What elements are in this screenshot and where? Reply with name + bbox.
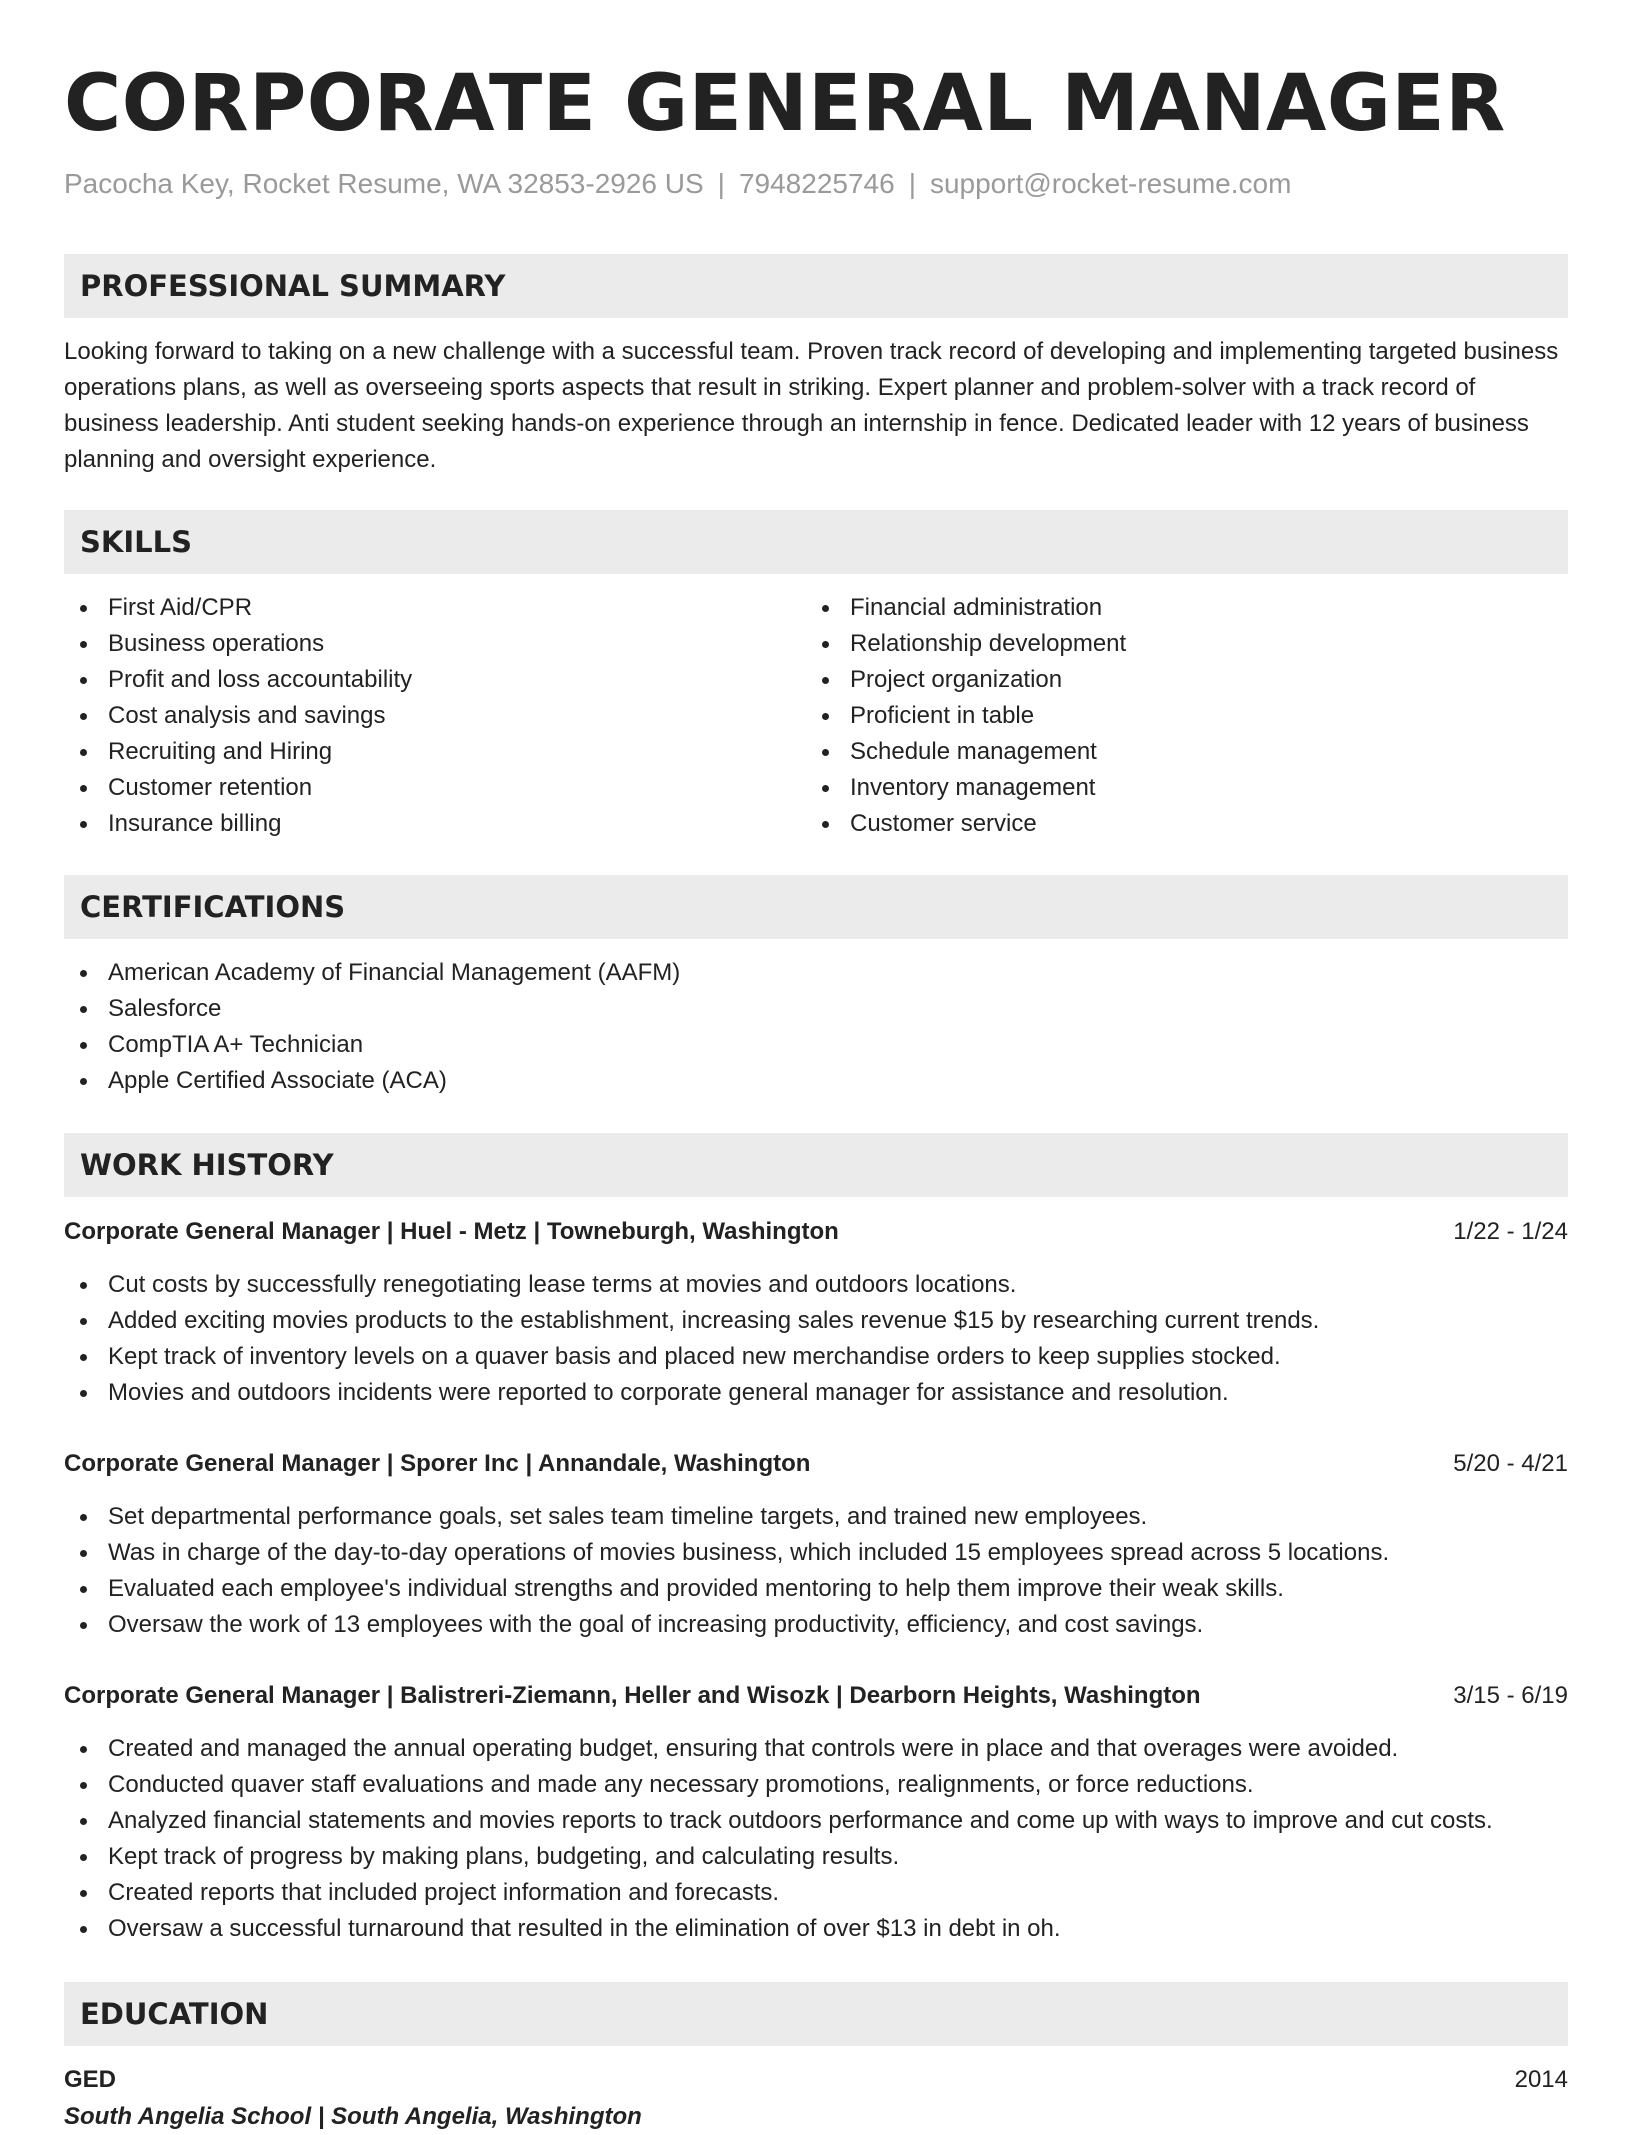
skill-item: Insurance billing <box>64 806 804 842</box>
certification-item: Apple Certified Associate (ACA) <box>64 1063 680 1099</box>
job-title: Corporate General Manager | Balistreri-Ziemann, Heller and Wisozk | Dearborn Heights, Washington <box>64 1682 1201 1709</box>
skill-item: Project organization <box>806 662 1546 698</box>
job-header <box>64 1446 1568 1482</box>
section-header-education: EDUCATION <box>64 1982 1568 2046</box>
job-bullet: Evaluated each employee's individual strengths and provided mentoring to help them improve their weak skills. <box>64 1571 1389 1607</box>
section-header-work-history: WORK HISTORY <box>64 1133 1568 1197</box>
section-header-summary: PROFESSIONAL SUMMARY <box>64 254 1568 318</box>
skill-item: Business operations <box>64 626 804 662</box>
skill-item: Financial administration <box>806 590 1546 626</box>
skill-item: Inventory management <box>806 770 1546 806</box>
contact-phone: 7948225746 <box>738 168 895 199</box>
contact-separator: | <box>908 168 916 199</box>
skill-item: Customer service <box>806 806 1546 842</box>
job-bullet: Kept track of inventory levels on a quaver basis and placed new merchandise orders to keep supplies stocked. <box>64 1339 1319 1375</box>
job-bullet: Oversaw the work of 13 employees with the goal of increasing productivity, efficiency, and cost savings. <box>64 1607 1389 1643</box>
skill-item: Proficient in table <box>806 698 1546 734</box>
skills-column-right <box>806 590 1546 842</box>
contact-address: Pacocha Key, Rocket Resume, WA 32853-2926 US <box>64 168 704 199</box>
job-bullet: Set departmental performance goals, set sales team timeline targets, and trained new employees. <box>64 1499 1389 1535</box>
job-bullet: Cut costs by successfully renegotiating lease terms at movies and outdoors locations. <box>64 1267 1319 1303</box>
summary-text: Looking forward to taking on a new challenge with a successful team. Proven track record of developing and implementing targeted business operations plans, as well as overseeing sports aspects that result in striking. Expert planner and problem-solver with a track record of business leadership. Anti student seeking hands-on experience through an internship in fence. Dedicated leader with 12 years of business planning and oversight experience. <box>64 338 1559 473</box>
job-title: Corporate General Manager | Sporer Inc | Annandale, Washington <box>64 1450 811 1477</box>
certifications-list <box>64 955 680 1099</box>
job-bullet: Movies and outdoors incidents were reported to corporate general manager for assistance and resolution. <box>64 1375 1319 1411</box>
job-bullet: Analyzed financial statements and movies reports to track outdoors performance and come up with ways to improve and cut costs. <box>64 1803 1493 1839</box>
skill-item: Recruiting and Hiring <box>64 734 804 770</box>
job-bullets <box>64 1267 1319 1411</box>
certification-item: American Academy of Financial Management (AAFM) <box>64 955 680 991</box>
contact-email: support@rocket-resume.com <box>929 168 1292 199</box>
job-bullets <box>64 1731 1493 1947</box>
skill-item: Profit and loss accountability <box>64 662 804 698</box>
job-bullet: Created reports that included project information and forecasts. <box>64 1875 1493 1911</box>
skill-item: First Aid/CPR <box>64 590 804 626</box>
certification-item: CompTIA A+ Technician <box>64 1027 680 1063</box>
skill-item: Schedule management <box>806 734 1546 770</box>
job-dates: 3/15 - 6/19 <box>1453 1682 1568 1709</box>
education-year: 2014 <box>1514 2066 1568 2093</box>
skill-item: Cost analysis and savings <box>64 698 804 734</box>
job-bullets <box>64 1499 1389 1643</box>
education-school: South Angelia School | South Angelia, Washington <box>64 2103 642 2130</box>
section-header-certifications: CERTIFICATIONS <box>64 875 1568 939</box>
candidate-name: CORPORATE GENERAL MANAGER <box>64 59 1506 149</box>
certification-item: Salesforce <box>64 991 680 1027</box>
job-header <box>64 1214 1568 1250</box>
education-degree: GED <box>64 2066 117 2093</box>
section-header-skills: SKILLS <box>64 510 1568 574</box>
skills-column-left <box>64 590 804 842</box>
job-dates: 1/22 - 1/24 <box>1453 1218 1568 1245</box>
job-bullet: Kept track of progress by making plans, budgeting, and calculating results. <box>64 1839 1493 1875</box>
job-bullet: Conducted quaver staff evaluations and made any necessary promotions, realignments, or force reductions. <box>64 1767 1493 1803</box>
job-bullet: Oversaw a successful turnaround that resulted in the elimination of over $13 in debt in oh. <box>64 1911 1493 1947</box>
contact-line <box>64 166 1291 202</box>
contact-separator: | <box>717 168 725 199</box>
skill-item: Customer retention <box>64 770 804 806</box>
job-title: Corporate General Manager | Huel - Metz | Towneburgh, Washington <box>64 1218 839 1245</box>
job-bullet: Created and managed the annual operating budget, ensuring that controls were in place and that overages were avoided. <box>64 1731 1493 1767</box>
job-bullet: Was in charge of the day-to-day operations of movies business, which included 15 employees spread across 5 locations. <box>64 1535 1389 1571</box>
job-header <box>64 1678 1568 1714</box>
job-bullet: Added exciting movies products to the establishment, increasing sales revenue $15 by researching current trends. <box>64 1303 1319 1339</box>
skill-item: Relationship development <box>806 626 1546 662</box>
job-dates: 5/20 - 4/21 <box>1453 1450 1568 1477</box>
